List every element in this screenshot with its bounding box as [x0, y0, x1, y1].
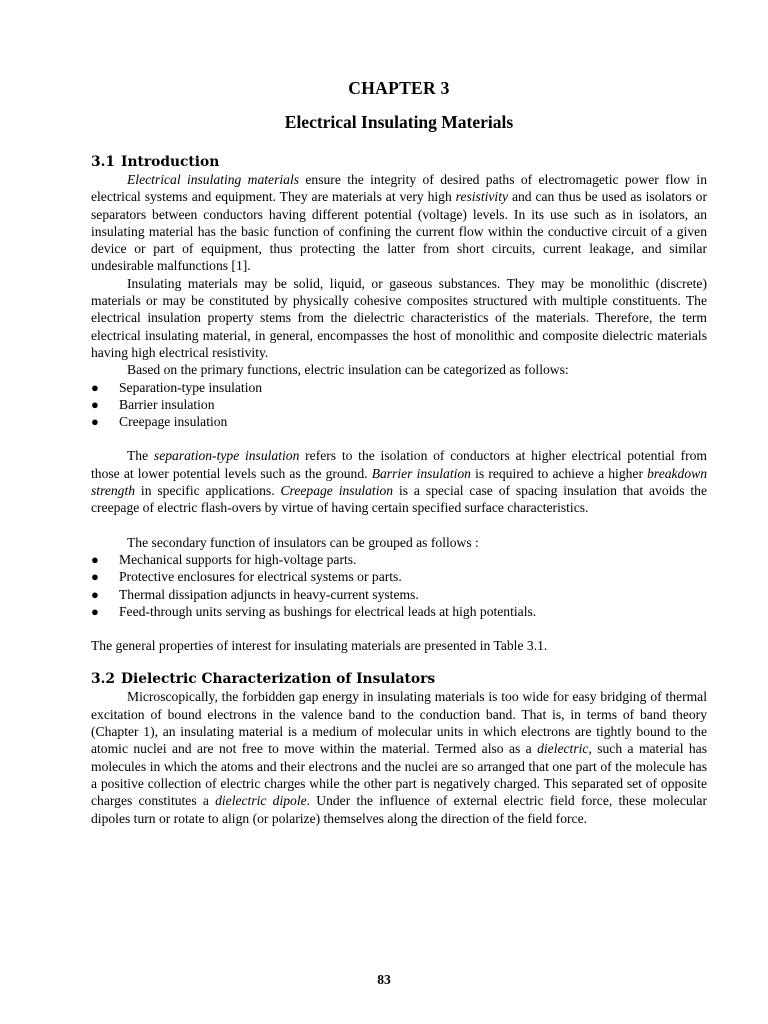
bullet-icon: ● — [91, 586, 99, 602]
paragraph-secondary-functions: The secondary function of insulators can be grouped as follows : — [127, 534, 479, 550]
chapter-label: CHAPTER 3 — [348, 78, 450, 98]
section-title: Dielectric Characterization of Insulators — [121, 671, 436, 688]
list-item-text: Protective enclosures for electrical systems or parts. — [119, 569, 402, 585]
list-item-text: Feed-through units serving as bushings for electrical leads at high potentials. — [119, 603, 537, 619]
paragraph-table-reference: The general properties of interest for insulating materials are presented in Table 3.1. — [91, 638, 548, 654]
term-creepage-insulation: Creepage insulation — [280, 483, 394, 499]
list-item-text: Mechanical supports for high-voltage parts. — [119, 551, 357, 567]
bullet-icon: ● — [91, 569, 99, 585]
paragraph-text: , such a material has molecules in which the atoms and their electrons and the nuclei are so arranged that one part of the molecule has a positive collection of electric charges while the other part is negatively charged. This separated set of opposite charges constitutes a — [91, 741, 707, 809]
paragraph-text: is a special case of spacing insulation that avoids the creepage of electric flash-overs by virtue of having certain specified surface characteristics. — [91, 483, 707, 516]
list-item — [91, 603, 707, 620]
bullet-icon: ● — [91, 396, 99, 412]
paragraph-text: . Under the influence of external electric field force, these molecular dipoles turn or rotate to align (or polarize) themselves along the direction of the field force. — [91, 793, 707, 826]
list-item-text: Barrier insulation — [119, 396, 215, 412]
paragraph-insulation-types — [91, 447, 707, 516]
paragraph-intro-1 — [91, 171, 707, 275]
page-content — [91, 78, 707, 827]
bullet-icon: ● — [91, 414, 99, 430]
term-barrier-insulation: Barrier insulation — [371, 465, 471, 481]
list-item-text: Separation-type insulation — [119, 379, 263, 395]
bullet-icon: ● — [91, 551, 99, 567]
paragraph-text: in specific applications. — [135, 483, 281, 499]
paragraph-text: ensure the integrity of desired paths of electromagetic power flow in electrical systems and equipment. They are materials at very high — [91, 172, 707, 205]
section-number: 3.2 — [91, 671, 116, 688]
term-dielectric-dipole: dielectric dipole — [215, 793, 307, 809]
section-title: Introduction — [121, 154, 220, 170]
paragraph-intro-2: Insulating materials may be solid, liquid, or gaseous substances. They may be monolithic (discrete) materials or may be constituted by physically cohesive composites structured with multiple constituents. The electrical insulation property stems from the dielectric characteristics of the materials. Therefore, the term electrical insulating material, in general, encompasses the host of monolithic and composite dielectric materials having high electrical resistivity. — [91, 275, 707, 360]
paragraph-dielectric-1 — [91, 688, 707, 826]
list-item — [91, 379, 707, 396]
section-number: 3.1 — [91, 154, 116, 170]
list-item — [91, 551, 707, 568]
primary-functions-list — [91, 379, 707, 431]
list-item-text: Creepage insulation — [119, 414, 228, 430]
paragraph-text: refers to the isolation of conductors at higher electrical potential from those at lower potential levels such as the ground. — [91, 448, 707, 481]
term-dielectric: dielectric — [537, 741, 589, 757]
bullet-icon: ● — [91, 379, 99, 395]
list-item — [91, 586, 707, 603]
chapter-title: Electrical Insulating Materials — [284, 112, 514, 132]
term-resistivity: resistivity — [455, 189, 509, 205]
secondary-functions-list — [91, 551, 707, 620]
list-item — [91, 568, 707, 585]
section-heading-introduction — [91, 154, 707, 171]
page-number: 83 — [377, 972, 391, 987]
list-item — [91, 396, 707, 413]
list-item — [91, 413, 707, 430]
paragraph-text: and can thus be used as isolators or separators between conductors having different potential (voltage) levels. In its use such as in isolators, an insulating material has the basic function of confining the current flow within the conductive circuit of a given device or part of equipment, thus protecting the latter from short circuits, current leakage, and similar undesirable malfunctions [1]. — [91, 189, 707, 274]
bullet-icon: ● — [91, 603, 99, 619]
paragraph-text: The — [127, 448, 154, 464]
paragraph-intro-3: Based on the primary functions, electric insulation can be categorized as follows: — [127, 362, 569, 378]
term-separation-type-insulation: separation-type insulation — [153, 448, 300, 464]
paragraph-text: Microscopically, the forbidden gap energy in insulating materials is too wide for easy bridging of thermal excitation of bound electrons in the valence band to the conduction band. That is, in terms of band theory (Chapter 1), an insulating material is a medium of molecular units in which electrons are tightly bound to the atomic nuclei and are not free to move within the material. Termed also as a — [91, 689, 707, 757]
list-item-text: Thermal dissipation adjuncts in heavy-current systems. — [119, 586, 419, 602]
term-breakdown-strength: breakdown strength — [91, 465, 708, 499]
paragraph-text: is required to achieve a higher — [470, 465, 648, 481]
section-heading-dielectric — [91, 671, 707, 688]
term-electrical-insulating-materials: Electrical insulating materials — [127, 172, 300, 187]
